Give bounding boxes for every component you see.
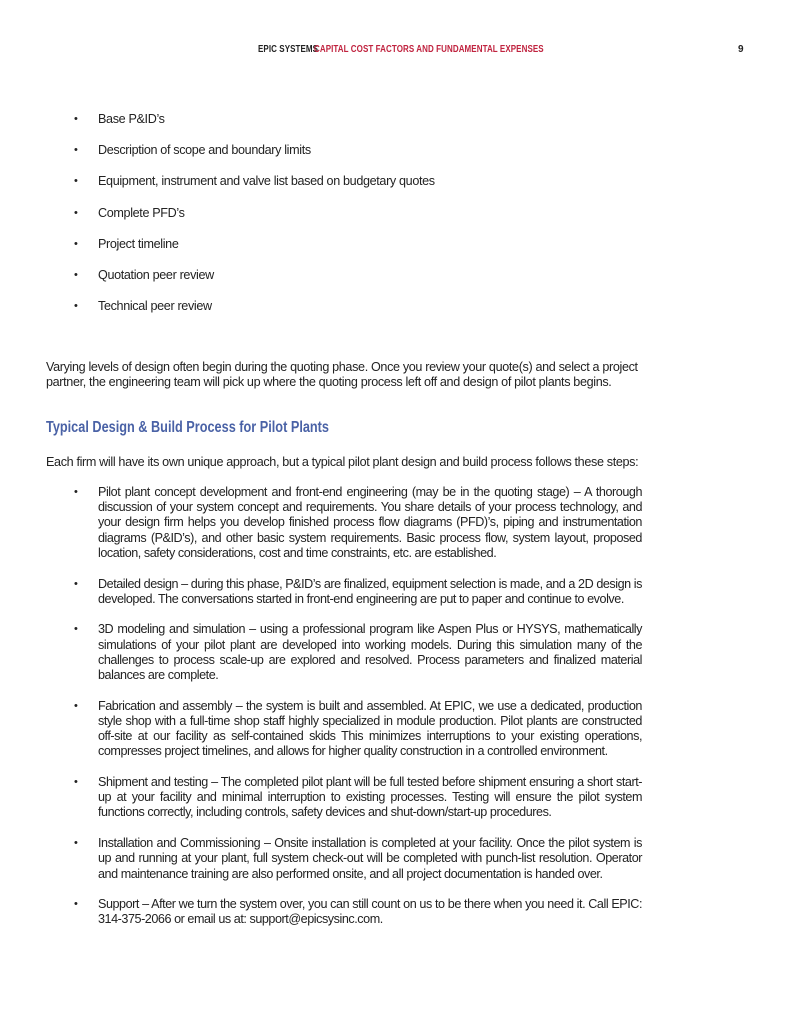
list-item-text: Equipment, instrument and valve list based on budgetary quotes <box>98 174 435 189</box>
process-step <box>74 577 642 607</box>
bullet-icon: • <box>74 206 78 219</box>
list-item <box>74 143 435 174</box>
bullet-icon: • <box>74 144 78 157</box>
bullet-icon: • <box>74 898 78 911</box>
list-item-text: Project timeline <box>98 236 179 251</box>
process-step-text: Installation and Commissioning – Onsite installation is completed at your facility. Once the pilot system is up and running at your plant, full system check-out will be completed with punch-list resolution. Operator and maintenance training are also performed onsite, and all project documentation is handed over. <box>98 836 642 881</box>
bullet-icon: • <box>74 837 78 850</box>
list-item-text: Technical peer review <box>98 299 212 314</box>
deliverables-list <box>74 112 435 330</box>
list-item <box>74 112 435 143</box>
process-step-text: Detailed design – during this phase, P&ID’s are finalized, equipment selection is made, and a 2D design is developed. The conversations started in front-end engineering are put to paper and continue to evolve. <box>98 576 642 606</box>
process-step <box>74 622 642 683</box>
bullet-icon: • <box>74 300 78 313</box>
process-step <box>74 485 642 561</box>
process-step-text: 3D modeling and simulation – using a professional program like Aspen Plus or HYSYS, mathematically simulations of your pilot plant are developed into working models. During this simulation many of the challenges to process scale-up are explored and resolved. Process parameters and finalized material balances are complete. <box>98 622 642 683</box>
process-step <box>74 836 642 882</box>
section-title: CAPITAL COST FACTORS AND FUNDAMENTAL EXPENSES <box>314 44 544 55</box>
section-heading: Typical Design & Build Process for Pilot Plants <box>46 419 329 436</box>
bullet-icon: • <box>74 486 78 498</box>
process-step <box>74 775 642 821</box>
list-item-text: Base P&ID’s <box>98 112 165 126</box>
bullet-icon: • <box>74 776 78 789</box>
process-step-text: Pilot plant concept development and front-end engineering (may be in the quoting stage) – A thorough discussion of your system concept and requirements. You share details of your process technology, and your design firm helps you develop finished process flow diagrams (PFD)’s, piping and instrumentation diagrams (P&ID’s), and other basic system requirements. Basic process flow, system layout, proposed location, safety considerations, cost and time constraints, etc. are established. <box>98 485 642 560</box>
list-item <box>74 174 435 205</box>
process-step-text: Support – After we turn the system over, you can still count on us to be there when you need it. Call EPIC: 314-375-2066 or email us at: support@epicsysinc.com. <box>98 897 642 927</box>
process-intro-paragraph: Each firm will have its own unique approach, but a typical pilot plant design and build process follows these steps: <box>46 455 639 469</box>
process-step <box>74 897 642 927</box>
process-step-text: Shipment and testing – The completed pilot plant will be full tested before shipment ensuring a short start-up at your facility and minimal interruption to existing processes. Testing will ensure the pilot system functions correctly, including controls, safety devices and shut-down/start-up procedures. <box>98 775 642 820</box>
list-item <box>74 206 435 237</box>
brand-name: EPIC SYSTEMS <box>258 44 319 55</box>
list-item <box>74 237 435 268</box>
bullet-icon: • <box>74 577 78 590</box>
bullet-icon: • <box>74 699 78 712</box>
bullet-icon: • <box>74 237 78 250</box>
process-step <box>74 699 642 760</box>
intro-paragraph: Varying levels of design often begin during the quoting phase. Once you review your quote(s) and select a project partner, the engineering team will pick up where the quoting process left off and design of pilot plants begins. <box>46 360 638 389</box>
bullet-icon: • <box>74 623 78 636</box>
page-header <box>0 44 791 58</box>
bullet-icon: • <box>74 175 78 188</box>
list-item <box>74 299 435 330</box>
list-item-text: Description of scope and boundary limits <box>98 143 311 158</box>
list-item-text: Quotation peer review <box>98 267 214 282</box>
page-number: 9 <box>738 44 744 55</box>
bullet-icon: • <box>74 113 78 125</box>
list-item <box>74 268 435 299</box>
process-step-text: Fabrication and assembly – the system is built and assembled. At EPIC, we use a dedicated, production style shop with a full-time shop staff highly specialized in module production. Pilot plants are constructed off-site at our facility as self-contained skids This minimizes interruptions to your existing operations, compresses project timelines, and allows for higher quality construction in a controlled environment. <box>98 698 642 759</box>
process-steps-list <box>74 485 642 943</box>
list-item-text: Complete PFD’s <box>98 205 185 220</box>
bullet-icon: • <box>74 268 78 281</box>
